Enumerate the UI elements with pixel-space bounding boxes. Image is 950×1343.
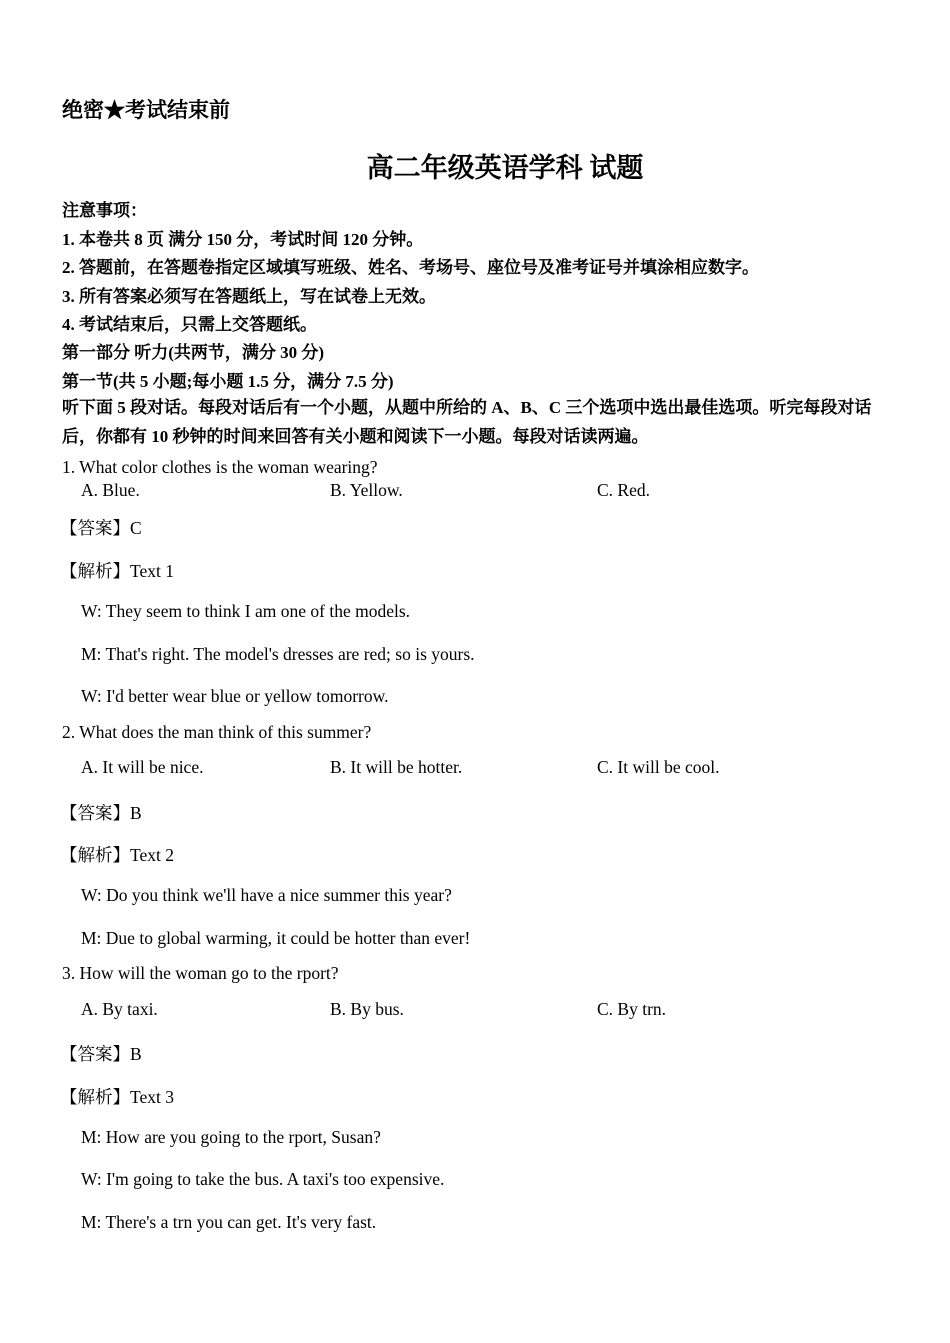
exam-title: 高二年级英语学科 试题 [366,153,644,183]
question-stem: 1. What color clothes is the woman wearing? [62,457,378,477]
option-b: B. It will be hotter. [330,757,463,777]
option-c: C. It will be cool. [597,757,720,777]
option-a: A. By taxi. [81,999,158,1019]
dialogue-line: M: There's a trn you can get. It's very fast. [81,1212,377,1232]
analysis: 【解析】Text 3 [60,1087,174,1107]
dialogue-line: W: They seem to think I am one of the models. [81,601,411,621]
question-stem: 3. How will the woman go to the rport? [62,963,339,983]
answer: 【答案】C [60,518,142,538]
notes-heading: 注意事项： [62,201,147,220]
analysis: 【解析】Text 1 [60,561,174,581]
answer: 【答案】B [60,803,142,823]
dialogue-line: W: I'd better wear blue or yellow tomorrow. [81,686,389,706]
note-item: 3. 所有答案必须写在答题纸上，写在试卷上无效。 [62,287,436,306]
note-item: 4. 考试结束后，只需上交答题纸。 [62,315,317,334]
part-title: 第一部分 听力(共两节，满分 30 分) [62,343,325,362]
dialogue-line: M: Due to global warming, it could be hotter than ever! [81,928,471,948]
confidential-label: 绝密★考试结束前 [62,98,230,122]
analysis: 【解析】Text 2 [60,845,174,865]
dialogue-line: M: How are you going to the rport, Susan? [81,1127,381,1147]
option-c: C. Red. [597,480,650,500]
note-item: 1. 本卷共 8 页 满分 150 分，考试时间 120 分钟。 [62,230,424,249]
note-item: 2. 答题前，在答题卷指定区域填写班级、姓名、考场号、座位号及准考证号并填涂相应数字。 [62,258,759,277]
option-b: B. Yellow. [330,480,403,500]
answer: 【答案】B [60,1044,142,1064]
option-c: C. By trn. [597,999,667,1019]
option-a: A. It will be nice. [81,757,204,777]
option-a: A. Blue. [81,480,140,500]
option-b: B. By bus. [330,999,404,1019]
section-title: 第一节(共 5 小题;每小题 1.5 分，满分 7.5 分) [62,372,394,391]
dialogue-line: W: I'm going to take the bus. A taxi's too expensive. [81,1169,445,1189]
instructions: 听下面 5 段对话。每段对话后有一个小题，从题中所给的 A、B、C 三个选项中选出最佳选项。听完每段对话后，你都有 10 秒钟的时间来回答有关小题和阅读下一小题。每段对话读两遍。 [62,398,872,446]
dialogue-line: W: Do you think we'll have a nice summer this year? [81,885,452,905]
dialogue-line: M: That's right. The model's dresses are red; so is yours. [81,644,475,664]
question-stem: 2. What does the man think of this summer? [62,722,372,742]
